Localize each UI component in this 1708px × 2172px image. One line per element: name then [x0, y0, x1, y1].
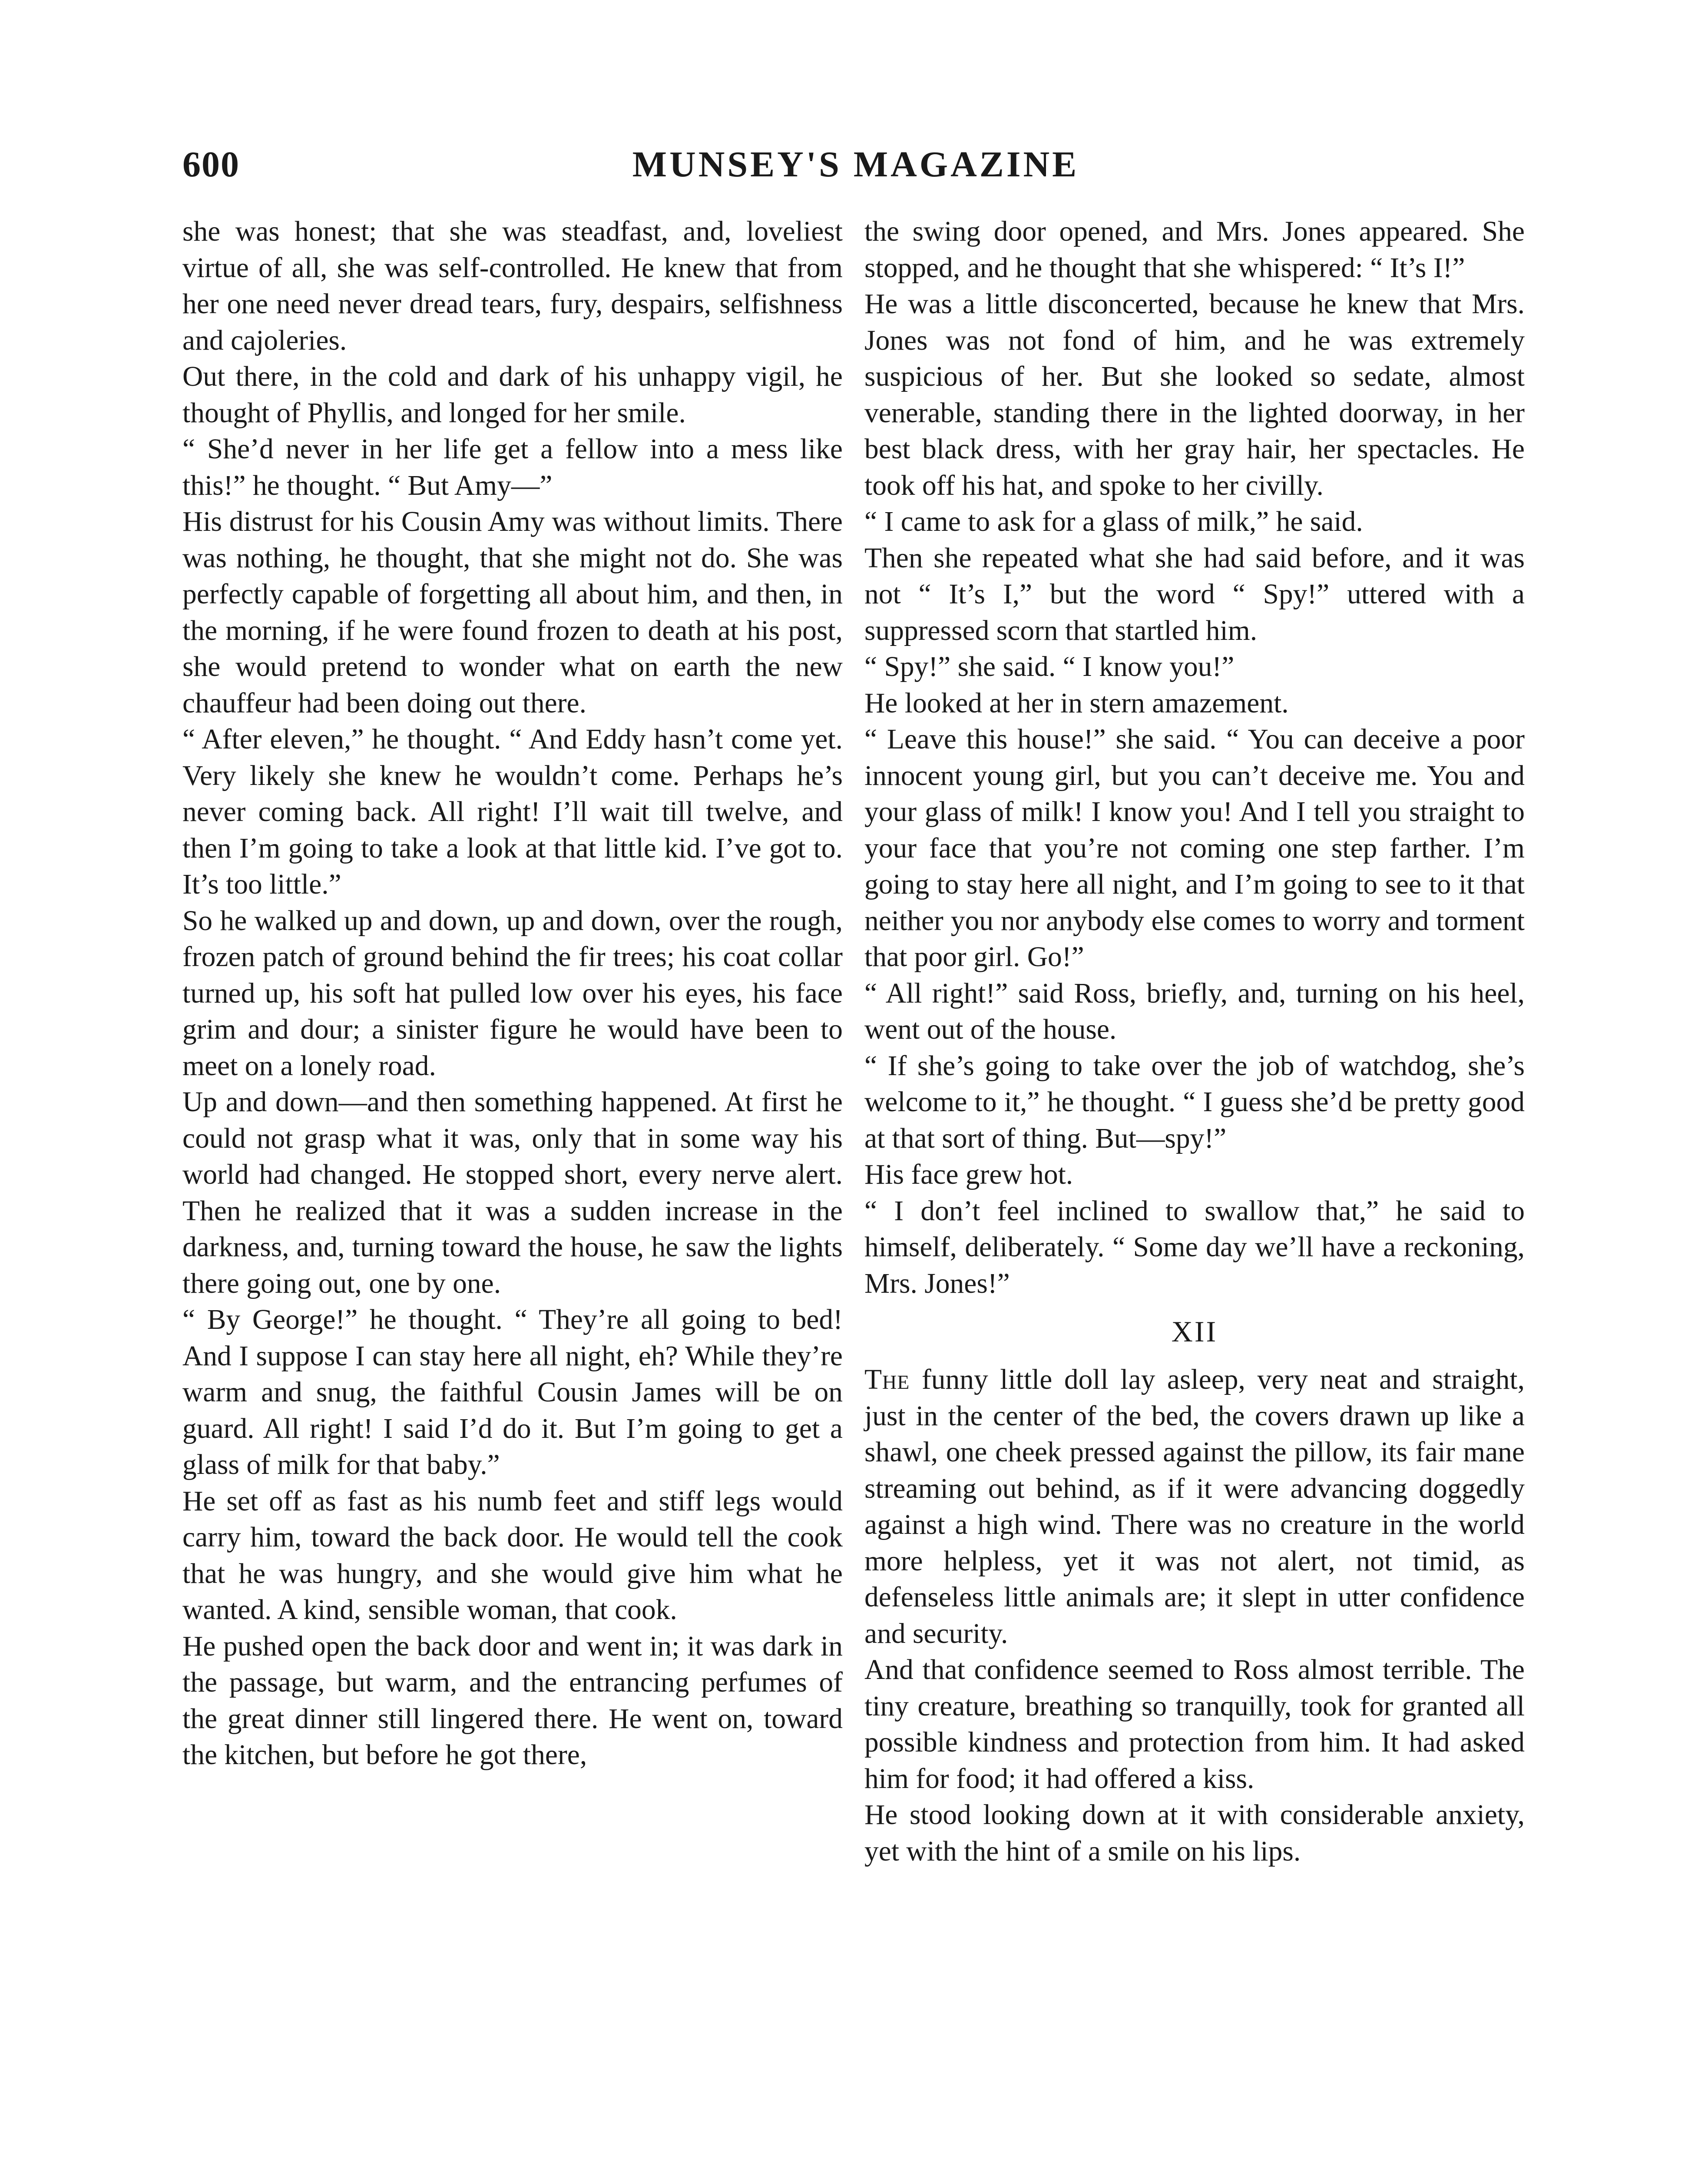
- paragraph: His face grew hot.: [864, 1159, 1073, 1190]
- right-column: [864, 214, 1525, 1870]
- paragraph: Then she repeated what she had said before, and it was not “ It’s I,” but the word “ Spy!” uttered with a suppressed scorn that startled him.: [864, 542, 1525, 646]
- paragraph: He stood looking down at it with considerable anxiety, yet with the hint of a smile on his lips.: [864, 1799, 1525, 1867]
- chapter-heading: XII: [1171, 1315, 1218, 1348]
- paragraph: “ If she’s going to take over the job of watchdog, she’s welcome to it,” he thought. “ I guess she’d be pretty good at that sort of thing. But—spy!”: [864, 1050, 1525, 1154]
- page-header: [182, 143, 1529, 195]
- paragraph: “ She’d never in her life get a fellow into a mess like this!” he thought. “ But Amy—”: [182, 434, 843, 501]
- paragraph: “ By George!” he thought. “ They’re all going to bed! And I suppose I can stay here all night, eh? While they’re warm and snug, the faithful Cousin James will be on guard. All right! I said I’d do it. But I’m going to get a glass of milk for that baby.”: [182, 1304, 843, 1480]
- paragraph: [864, 1362, 1525, 1652]
- paragraph: “ Spy!” she said. “ I know you!”: [864, 651, 1235, 682]
- paragraph: Out there, in the cold and dark of his unhappy vigil, he thought of Phyllis, and longed for her smile.: [182, 361, 843, 429]
- paragraph: Up and down—and then something happened. At first he could not grasp what it was, only that in some way his world had changed. He stopped short, every nerve alert. Then he realized that it was a sudden increase in the darkness, and, turning toward the house, he saw the lights there going out, one by one.: [182, 1086, 843, 1299]
- running-head: MUNSEY'S MAGAZINE: [632, 144, 1079, 185]
- paragraph: So he walked up and down, up and down, over the rough, frozen patch of ground behind the fir trees; his coat collar turned up, his soft hat pulled low over his eyes, his face grim and dour; a sinister figure he would have been to meet on a lonely road.: [182, 905, 843, 1082]
- paragraph-text: funny little doll lay asleep, very neat and straight, just in the center of the bed, the covers drawn up like a shawl, one cheek pressed against the pillow, its fair mane streaming out behind, as if it were advancing doggedly against a high wind. There was no creature in the world more helpless, yet it was not alert, not timid, as defenseless little animals are; it slept in utter confidence and security.: [864, 1364, 1525, 1649]
- left-column: [182, 214, 843, 1774]
- paragraph: “ I came to ask for a glass of milk,” he said.: [864, 506, 1363, 537]
- paragraph: “ I don’t feel inclined to swallow that,” he said to himself, deliberately. “ Some day we’ll have a reckoning, Mrs. Jones!”: [864, 1195, 1525, 1299]
- paragraph: His distrust for his Cousin Amy was without limits. There was nothing, he thought, that she might not do. She was perfectly capable of forgetting all about him, and then, in the morning, if he were found frozen to death at his post, she would pretend to wonder what on earth the new chauffeur had been doing out there.: [182, 506, 843, 719]
- opening-word: The: [864, 1364, 910, 1395]
- paragraph: “ All right!” said Ross, briefly, and, turning on his heel, went out of the house.: [864, 977, 1525, 1045]
- paragraph: He looked at her in stern amazement.: [864, 687, 1289, 719]
- paragraph: He pushed open the back door and went in; it was dark in the passage, but warm, and the entrancing perfumes of the great dinner still lingered there. He went on, toward the kitchen, but before he got there,: [182, 1630, 843, 1771]
- paragraph: she was honest; that she was steadfast, and, loveliest virtue of all, she was self-controlled. He knew that from her one need never dread tears, fury, despairs, selfishness and cajoleries.: [182, 216, 843, 356]
- paragraph: He set off as fast as his numb feet and stiff legs would carry him, toward the back door. He would tell the cook that he was hungry, and she would give him what he wanted. A kind, sensible woman, that cook.: [182, 1485, 843, 1626]
- paragraph: the swing door opened, and Mrs. Jones appeared. She stopped, and he thought that she whispered: “ It’s I!”: [864, 216, 1525, 284]
- paragraph: And that confidence seemed to Ross almost terrible. The tiny creature, breathing so tranquilly, took for granted all possible kindness and protection from him. It had asked him for food; it had offered a kiss.: [864, 1654, 1525, 1795]
- page-number: 600: [182, 144, 240, 185]
- paragraph: “ After eleven,” he thought. “ And Eddy hasn’t come yet. Very likely she knew he wouldn’t come. Perhaps he’s never coming back. All right! I’ll wait till twelve, and then I’m going to take a look at that little kid. I’ve got to. It’s too little.”: [182, 724, 843, 900]
- paragraph: He was a little disconcerted, because he knew that Mrs. Jones was not fond of him, and he was extremely suspicious of her. But she looked so sedate, almost venerable, standing there in the lighted doorway, in her best black dress, with her gray hair, her spectacles. He took off his hat, and spoke to her civilly.: [864, 288, 1525, 501]
- paragraph: “ Leave this house!” she said. “ You can deceive a poor innocent young girl, but you can’t deceive me. You and your glass of milk! I know you! And I tell you straight to your face that you’re not coming one step farther. I’m going to stay here all night, and I’m going to see to it that neither you nor anybody else comes to worry and torment that poor girl. Go!”: [864, 724, 1525, 973]
